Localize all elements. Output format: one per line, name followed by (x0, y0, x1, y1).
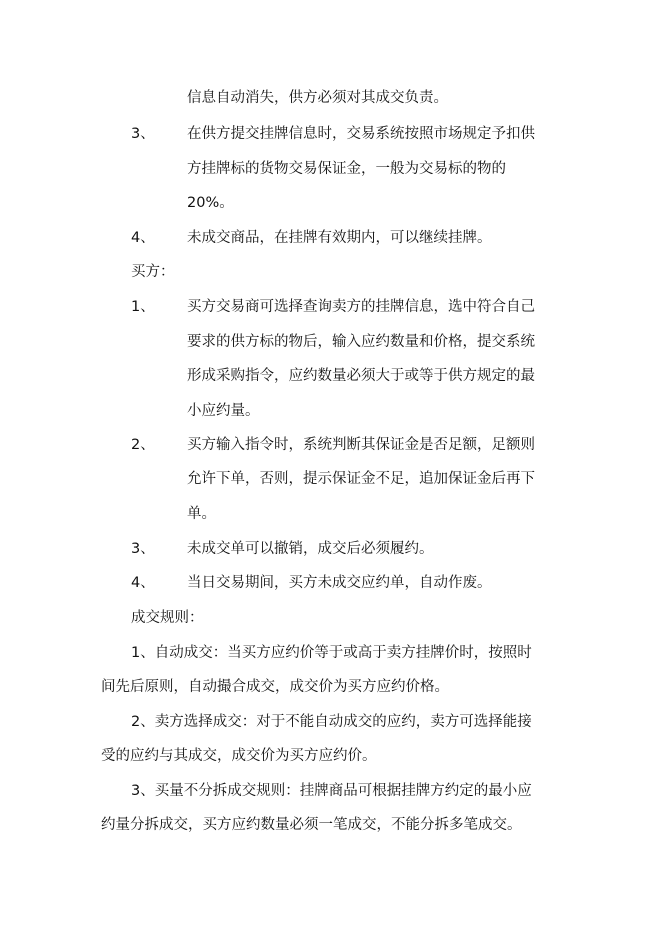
buyer-item2-number: 2、 (131, 437, 155, 453)
buyer-item4-number: 4、 (131, 575, 155, 591)
buyer-item1-number: 1、 (131, 299, 155, 315)
buyer-item2-line: 买方输入指令时，系统判断其保证金是否足额，足额则 (187, 437, 535, 453)
seller-item4-line: 未成交商品，在挂牌有效期内，可以继续挂牌。 (187, 230, 492, 246)
rule-line: 受的应约与其成交，成交价为买方应约价。 (101, 748, 377, 764)
seller-item3-line: 20%。 (187, 195, 234, 211)
rule-line: 约量分拆成交，买方应约数量必须一笔成交，不能分拆多笔成交。 (101, 817, 522, 833)
rule-line: 3、买量不分拆成交规则：挂牌商品可根据挂牌方约定的最小应 (131, 783, 532, 799)
buyer-item1-line: 小应约量。 (187, 403, 260, 419)
buyer-heading: 买方： (131, 264, 175, 280)
buyer-item4-line: 当日交易期间，买方未成交应约单，自动作废。 (187, 575, 492, 591)
seller-item4-number: 4、 (131, 230, 155, 246)
seller-item2-tail: 信息自动消失，供方必须对其成交负责。 (187, 90, 448, 106)
buyer-item3-number: 3、 (131, 541, 155, 557)
seller-item3-line: 方挂牌标的货物交易保证金，一般为交易标的物的 (187, 161, 506, 177)
rule-line: 1、自动成交：当买方应约价等于或高于卖方挂牌价时，按照时 (131, 645, 532, 661)
rules-heading: 成交规则： (131, 610, 204, 626)
rule-line: 间先后原则，自动撮合成交，成交价为买方应约价格。 (101, 679, 449, 695)
buyer-item3-line: 未成交单可以撤销，成交后必须履约。 (187, 541, 434, 557)
rule-line: 2、卖方选择成交：对于不能自动成交的应约，卖方可选择能接 (131, 714, 532, 730)
buyer-item1-line: 形成采购指令，应约数量必须大于或等于供方规定的最 (187, 368, 535, 384)
seller-item3-number: 3、 (131, 126, 155, 142)
buyer-item2-line: 允许下单，否则，提示保证金不足，追加保证金后再下 (187, 471, 535, 487)
seller-item3-line: 在供方提交挂牌信息时，交易系统按照市场规定予扣供 (187, 126, 535, 142)
buyer-item1-line: 买方交易商可选择查询卖方的挂牌信息，选中符合自己 (187, 299, 535, 315)
buyer-item1-line: 要求的供方标的物后，输入应约数量和价格，提交系统 (187, 334, 535, 350)
buyer-item2-line: 单。 (187, 506, 216, 522)
